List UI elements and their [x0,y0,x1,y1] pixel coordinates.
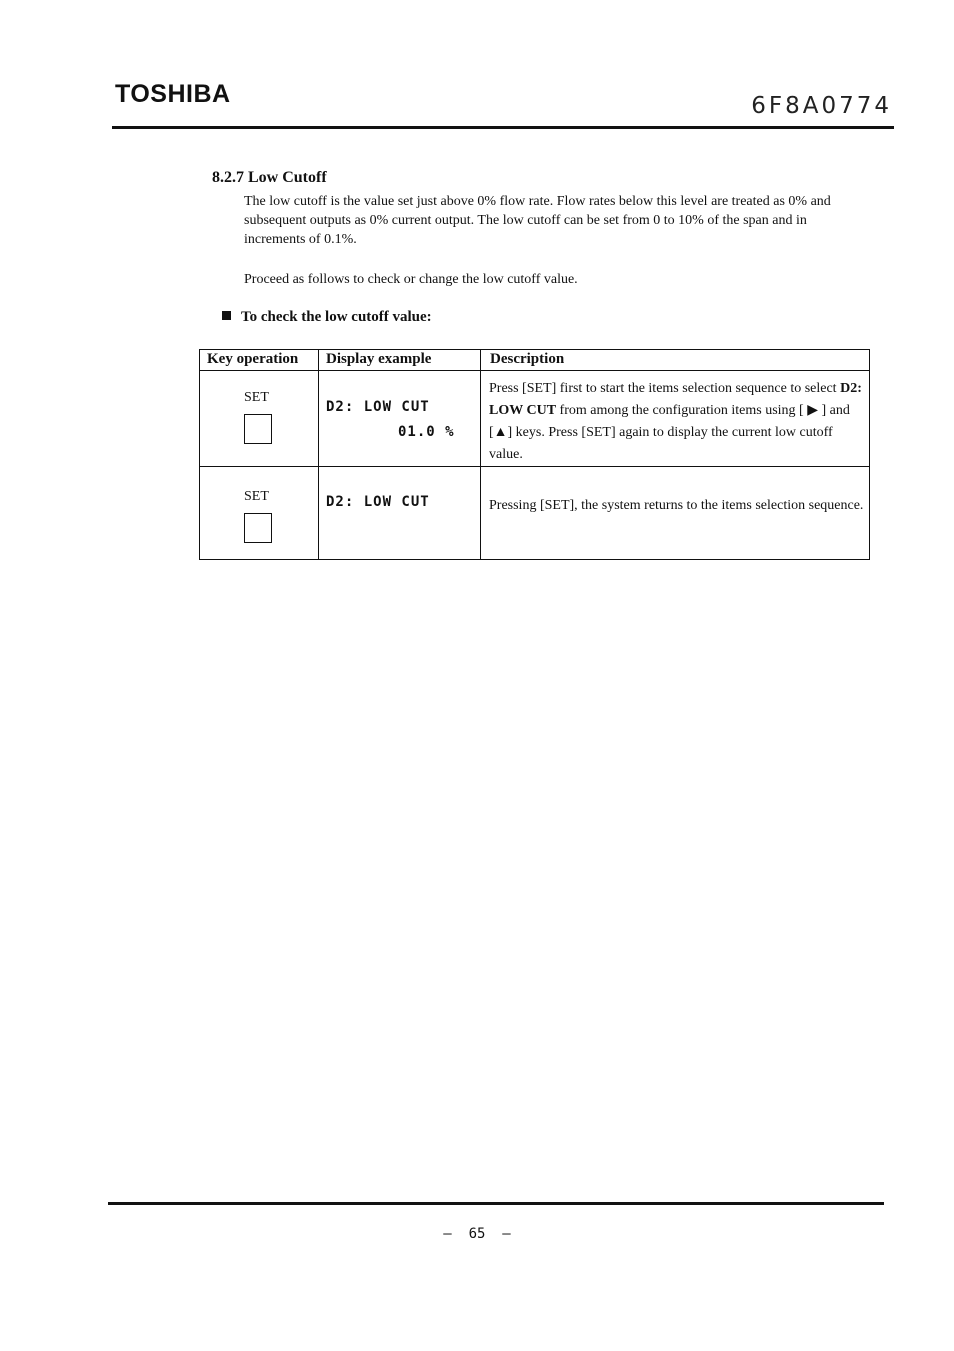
header-display-example: Display example [326,351,432,367]
check-heading [222,309,432,326]
key-label-set: SET [244,390,269,405]
header-rule [112,126,894,129]
check-heading-text: To check the low cutoff value: [241,309,432,325]
table-col-divider [480,350,481,559]
row-2-description: Pressing [SET], the system returns to the items selection sequence. [489,498,864,513]
key-operation-table [199,349,870,560]
table-row-rule [200,466,869,467]
key-label-set: SET [244,489,269,504]
section-title: 8.2.7 Low Cutoff [212,169,327,186]
set-key-icon [244,513,272,543]
brand-logo: TOSHIBA [115,80,231,108]
display-line-1: D2: LOW CUT [326,494,430,510]
row-1-description [489,378,865,466]
page-number: — 65 — [443,1226,511,1242]
header-key-operation: Key operation [207,351,299,367]
display-line-1: D2: LOW CUT [326,399,430,415]
document-number: 6F8A0774 [751,93,892,119]
footer-rule [108,1202,884,1205]
row-1-desc-bold: D2: LOW CUT [489,381,862,418]
table-header-rule [200,370,869,371]
row-1-desc-text: Press [SET] first to start the items selection sequence to select [489,381,841,396]
table-col-divider [318,350,319,559]
intro-paragraph: The low cutoff is the value set just above 0% flow rate. Flow rates below this level are treated as 0% and subsequent outputs as 0% current output. The low cutoff can be set from 0 to 10% of the span and in increments of 0.1%. [244,194,831,247]
row-1-desc-text-end: from among the configuration items using [ ▶ ] and [▲] keys. Press [SET] again to display the current low cutoff value. [489,403,850,462]
display-line-2: 01.0 % [398,424,455,440]
proceed-paragraph: Proceed as follows to check or change the low cutoff value. [244,272,578,287]
header-description: Description [490,351,565,367]
set-key-icon [244,414,272,444]
bullet-square-icon [222,311,231,320]
